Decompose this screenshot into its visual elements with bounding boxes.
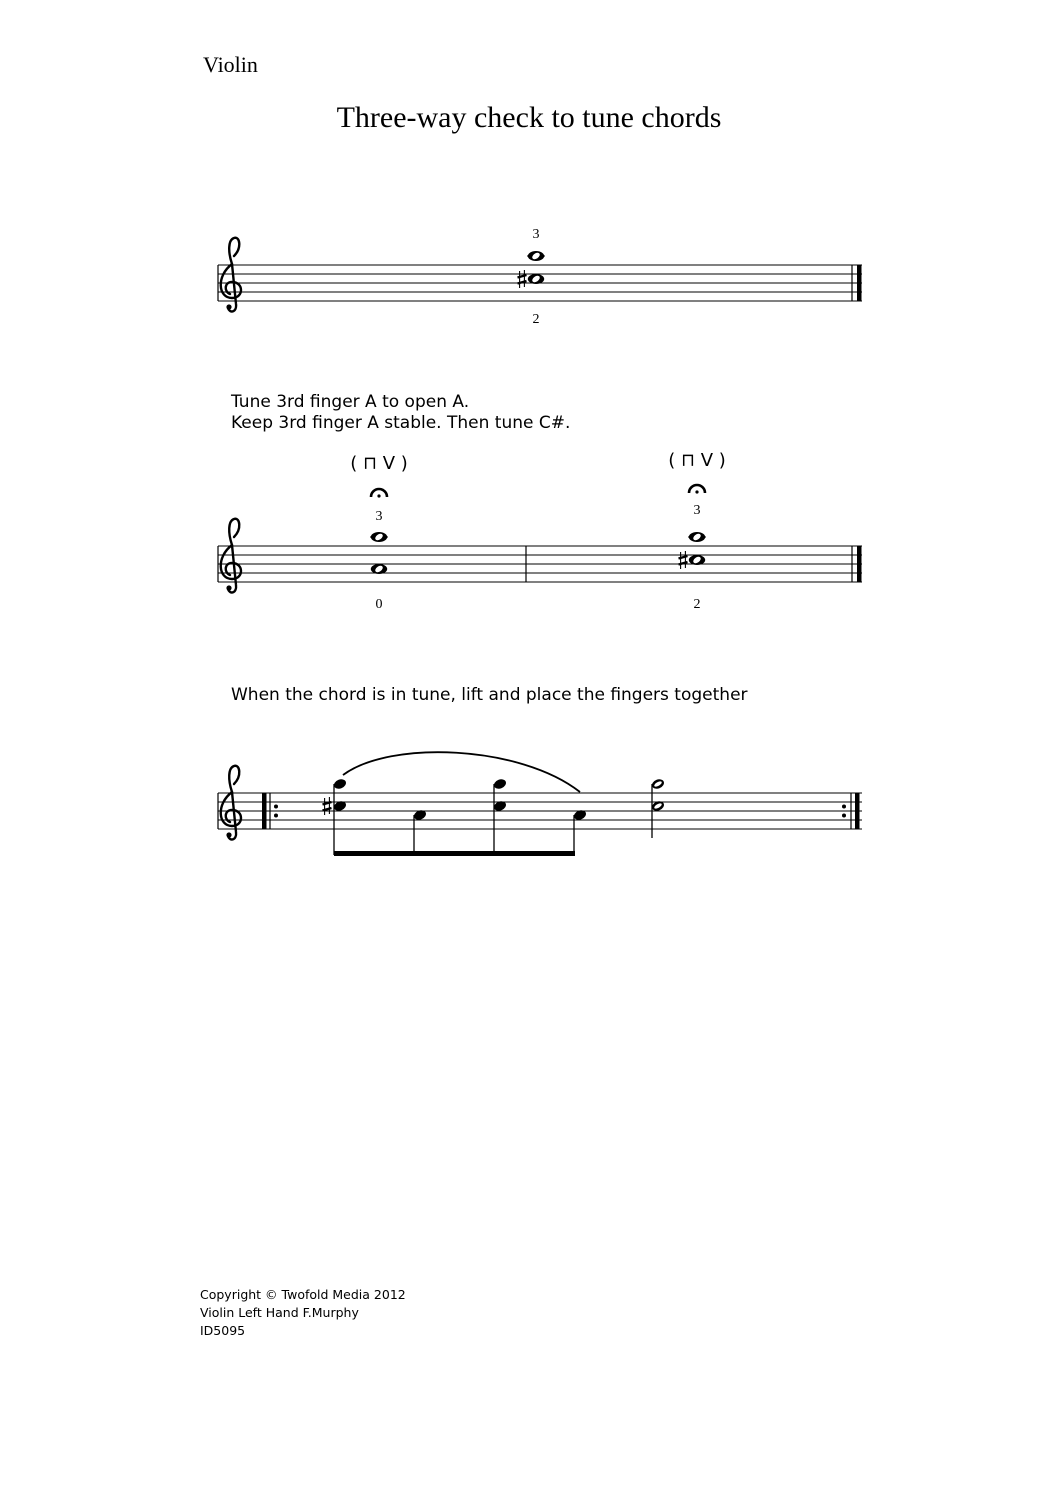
fingering-bottom: 2: [532, 312, 540, 327]
measure-1: [350, 453, 408, 612]
note-a5: [528, 251, 544, 261]
note-a5: [333, 778, 348, 791]
slur: [343, 752, 580, 792]
fingering-bottom: 2: [693, 597, 701, 612]
fermata-icon: [689, 485, 705, 494]
bowing-marks: ( ⊓ V ): [350, 453, 408, 474]
treble-clef-icon: [221, 238, 241, 312]
treble-clef-icon: [221, 766, 241, 840]
note-c-sharp5: [528, 274, 544, 284]
treble-clef-icon: [221, 519, 241, 593]
staff-system-2: [218, 450, 862, 612]
note-a4: [371, 564, 387, 574]
staff-lines-2: [218, 546, 862, 582]
note-a5: [651, 778, 666, 791]
document-id: ID5095: [200, 1323, 246, 1338]
sharp-icon: [679, 551, 688, 569]
instruction-line-1: Tune 3rd finger A to open A.: [231, 392, 470, 412]
staff-system-1: [218, 227, 862, 327]
measure-2: [668, 450, 726, 612]
copyright-line: Copyright © Twofold Media 2012: [200, 1287, 406, 1302]
note-c-sharp5: [689, 555, 705, 565]
instrument-label: Violin: [203, 52, 258, 77]
work-title-line: Violin Left Hand F.Murphy: [200, 1305, 359, 1320]
bowing-marks: ( ⊓ V ): [668, 450, 726, 471]
staff-lines-3: [218, 793, 862, 829]
note-a5: [689, 532, 705, 542]
final-barline: [857, 265, 862, 301]
instruction-line-3: When the chord is in tune, lift and place the fingers together: [231, 685, 748, 705]
staff-system-3: [218, 752, 862, 856]
page-title: Three-way check to tune chords: [336, 101, 722, 134]
fingering-top: 3: [375, 509, 383, 524]
instruction-line-2: Keep 3rd finger A stable. Then tune C#.: [231, 413, 571, 433]
beam: [334, 851, 575, 856]
final-barline: [857, 546, 862, 582]
sharp-icon: [518, 270, 527, 288]
footer: [200, 1286, 406, 1340]
fermata-icon: [371, 489, 387, 498]
fingering-top: 3: [532, 227, 540, 242]
note-a5: [371, 532, 387, 542]
note-a5: [493, 778, 508, 791]
beamed-notes: [323, 752, 588, 856]
sharp-icon: [323, 797, 332, 815]
fingering-bottom: 0: [375, 597, 383, 612]
fingering-top: 3: [693, 503, 701, 518]
